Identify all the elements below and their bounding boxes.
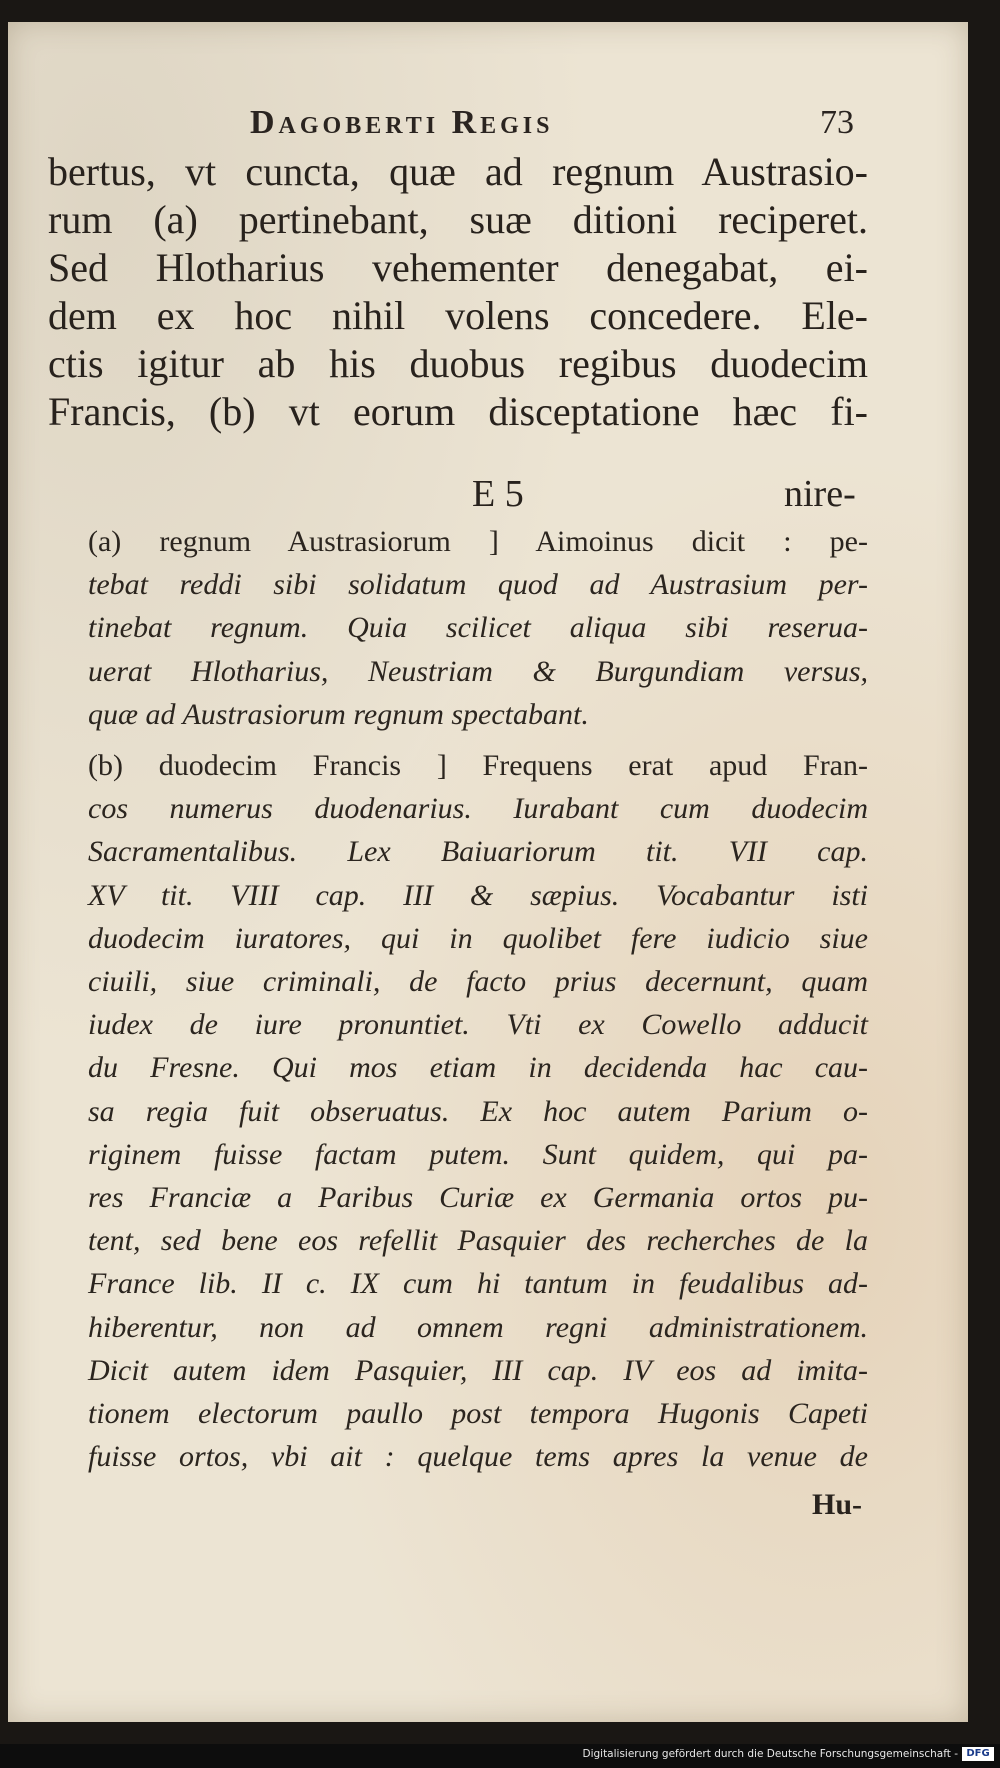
footnote-line: res Franciæ a Paribus Curiæ ex Germania ortos pu-	[88, 1181, 868, 1215]
signature-mark: E 5	[472, 473, 524, 515]
catchword: nire-	[784, 473, 856, 515]
dfg-logo-icon: DFG	[962, 1747, 994, 1761]
footnote-b	[48, 744, 868, 1478]
text-line: bertus, vt cuncta, quæ ad regnum Austrasio-	[48, 149, 868, 194]
footnote-line: duodecim iuratores, qui in quolibet fere iudicio siue	[88, 921, 868, 955]
page-header	[8, 22, 968, 92]
footnote-catchword: Hu-	[812, 1488, 863, 1521]
text-line: ctis igitur ab his duobus regibus duodecim	[48, 341, 868, 386]
footnote-line: hiberentur, non ad omnem regni administrationem.	[88, 1310, 868, 1344]
footnote-line: XV tit. VIII cap. III & sæpius. Vocabantur isti	[88, 878, 868, 912]
footnote-line: uerat Hlotharius, Neustriam & Burgundiam versus,	[88, 654, 868, 688]
footnote-line: France lib. II c. IX cum hi tantum in feudalibus ad-	[88, 1267, 868, 1301]
footnote-line: tent, sed bene eos refellit Pasquier des recherches de la	[88, 1224, 868, 1258]
footnote-line: fuisse ortos, vbi ait : quelque tems apres la venue de	[88, 1440, 868, 1474]
footnotes	[48, 520, 868, 1486]
footnote-line: riginem fuisse factam putem. Sunt quidem, qui pa-	[88, 1137, 868, 1171]
footnote-line: Sacramentalibus. Lex Baiuariorum tit. VII cap.	[88, 835, 868, 869]
footnote-line: tionem electorum paullo post tempora Hugonis Capeti	[88, 1397, 868, 1431]
footnote-line: du Fresne. Qui mos etiam in decidenda hac cau-	[88, 1051, 868, 1085]
footnote-line: sa regia fuit obseruatus. Ex hoc autem Parium o-	[88, 1094, 868, 1128]
digitization-credit: Digitalisierung gefördert durch die Deutsche Forschungsgemeinschaft -	[582, 1748, 958, 1760]
footnote-line: quæ ad Austrasiorum regnum spectabant.	[88, 697, 589, 731]
signature-line	[0, 472, 960, 520]
footnote-line: ciuili, siue criminali, de facto prius decernunt, quam	[88, 965, 868, 999]
page-number: 73	[820, 104, 854, 141]
text-line: dem ex hoc nihil volens concedere. Ele-	[48, 293, 868, 338]
footnote-line: Dicit autem idem Pasquier, III cap. IV eos ad imita-	[88, 1353, 868, 1387]
footnote-line: iudex de iure pronuntiet. Vti ex Cowello adducit	[88, 1008, 868, 1042]
text-line: rum (a) pertinebant, suæ ditioni reciperet.	[48, 197, 868, 242]
text-line: Sed Hlotharius vehementer denegabat, ei-	[48, 245, 868, 290]
text-line: Francis, (b) vt eorum disceptatione hæc fi-	[48, 389, 868, 434]
footnote-line: (a) regnum Austrasiorum ] Aimoinus dicit : pe-	[88, 525, 868, 558]
footnote-line: cos numerus duodenarius. Iurabant cum duodecim	[88, 792, 868, 826]
footnote-line: tinebat regnum. Quia scilicet aliqua sibi reserua-	[88, 611, 868, 645]
running-title: Dagoberti Regis	[250, 104, 554, 141]
footnote-line: tebat reddi sibi solidatum quod ad Austrasium per-	[88, 568, 868, 602]
main-text	[48, 148, 868, 436]
footnote-line: (b) duodecim Francis ] Frequens erat apud Fran-	[88, 749, 868, 783]
footnote-a	[48, 520, 868, 736]
